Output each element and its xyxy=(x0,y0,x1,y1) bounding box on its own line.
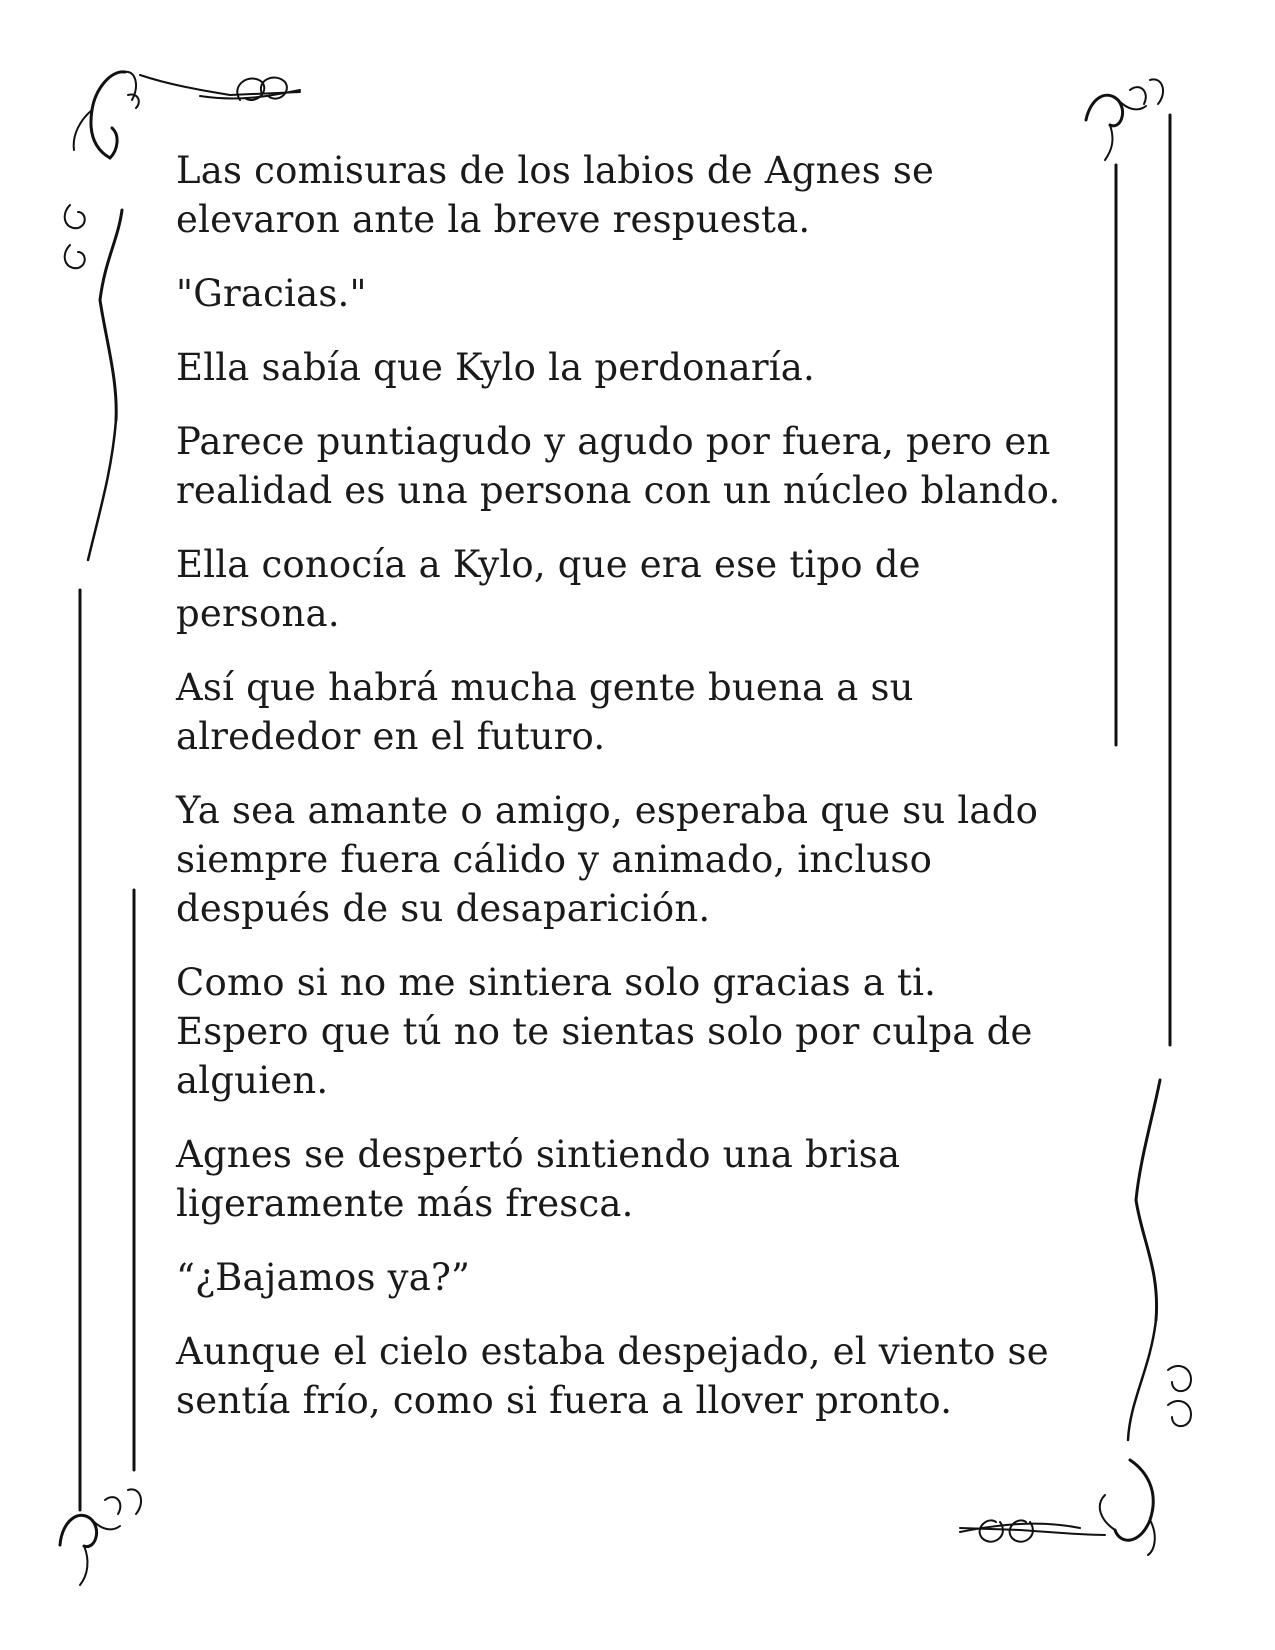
top-right-flourish-icon xyxy=(1086,79,1163,160)
paragraph-4: Parece puntiagudo y agudo por fuera, pero en realidad es una persona con un núcleo blando. xyxy=(176,420,1061,512)
bottom-left-flourish-icon xyxy=(60,1489,141,1585)
text-block xyxy=(176,146,1076,1450)
paragraph-1: Las comisuras de los labios de Agnes se elevaron ante la breve respuesta. xyxy=(176,149,935,241)
paragraph-5: Ella conocía a Kylo, que era ese tipo de persona. xyxy=(176,543,921,635)
paragraph-2: "Gracias." xyxy=(176,272,367,315)
paragraph-6: Así que habrá mucha gente buena a su alrededor en el futuro. xyxy=(176,666,914,758)
paragraph-3: Ella sabía que Kylo la perdonaría. xyxy=(176,346,816,389)
paragraph-7: Ya sea amante o amigo, esperaba que su lado siempre fuera cálido y animado, incluso después de su desaparición. xyxy=(176,789,1039,930)
paragraph-8: Como si no me sintiera solo gracias a ti. Espero que tú no te sientas solo por culpa de alguien. xyxy=(176,961,1033,1102)
paragraph-11: Aunque el cielo estaba despejado, el viento se sentía frío, como si fuera a llover pronto. xyxy=(176,1330,1049,1422)
paragraph-9: Agnes se despertó sintiendo una brisa ligeramente más fresca. xyxy=(176,1133,901,1225)
paragraph-10: “¿Bajamos ya?” xyxy=(176,1256,471,1299)
